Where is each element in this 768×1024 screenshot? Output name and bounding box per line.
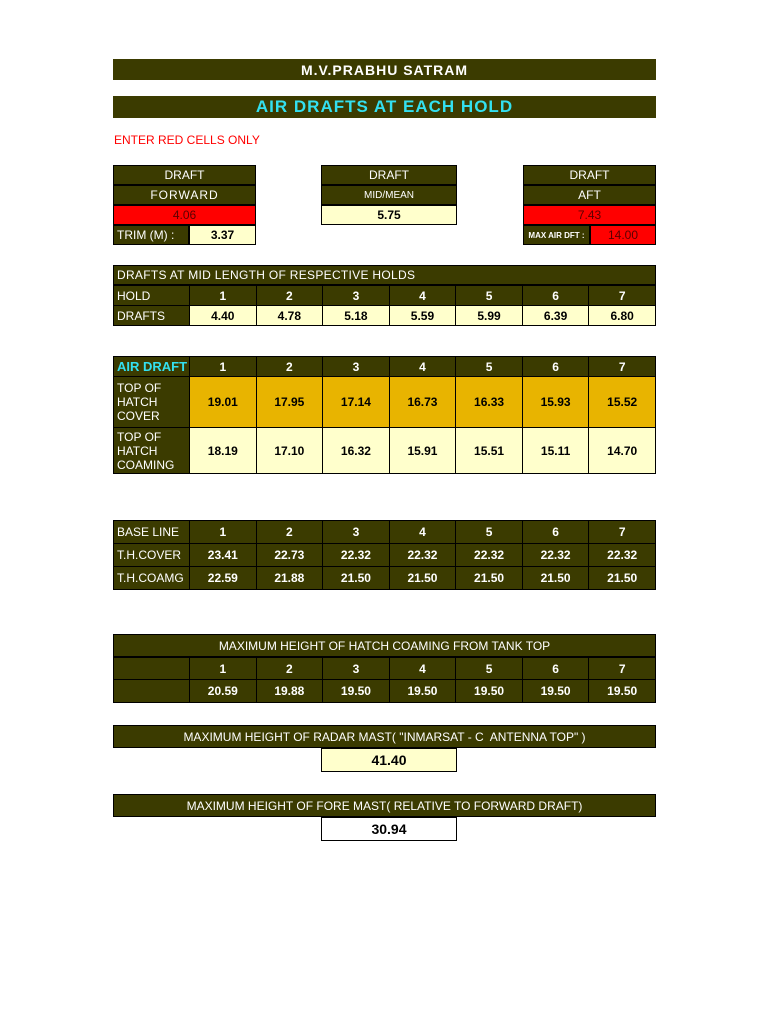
air-draft-coaming-value: 15.11: [522, 428, 589, 474]
mid-label-mean: MID/MEAN: [321, 185, 457, 205]
hold-number: 3: [323, 658, 390, 680]
trim-label: TRIM (M) :: [113, 225, 189, 245]
coaming-height-value: 19.50: [522, 680, 589, 703]
hold-number: 2: [256, 286, 323, 306]
coaming-height-value: 19.88: [256, 680, 323, 703]
hold-row: [114, 286, 656, 306]
radar-mast-value: 41.40: [321, 748, 457, 772]
coaming-height-value: 19.50: [589, 680, 656, 703]
hold-number: 3: [323, 286, 390, 306]
coaming-height-title: MAXIMUM HEIGHT OF HATCH COAMING FROM TANK TOP: [113, 634, 656, 657]
hold-number: 2: [256, 521, 323, 544]
hold-number: 6: [522, 357, 589, 377]
hold-number: 2: [256, 357, 323, 377]
max-air-draft-input[interactable]: 14.00: [590, 225, 656, 245]
air-draft-coaming-value: 15.91: [389, 428, 456, 474]
draft-value: 5.99: [456, 306, 523, 326]
draft-value: 4.40: [190, 306, 257, 326]
forward-label-draft: DRAFT: [113, 165, 256, 185]
forward-label-forward: FORWARD: [113, 185, 256, 205]
ship-name-bar: [113, 59, 656, 80]
base-cover-value: 22.32: [323, 544, 390, 567]
draft-value: 6.80: [589, 306, 656, 326]
base-coaming-value: 21.50: [323, 567, 390, 590]
air-draft-cover-value: 16.33: [456, 377, 523, 428]
air-draft-cover-value: 16.73: [389, 377, 456, 428]
hold-number: 7: [589, 357, 656, 377]
base-cover-value: 22.32: [522, 544, 589, 567]
base-coaming-row: [114, 567, 656, 590]
hold-number: 6: [522, 286, 589, 306]
air-draft-coaming-value: 15.51: [456, 428, 523, 474]
hold-number: 7: [589, 658, 656, 680]
draft-value: 4.78: [256, 306, 323, 326]
hold-number: 4: [389, 521, 456, 544]
hold-number: 5: [456, 357, 523, 377]
hold-number: 3: [323, 357, 390, 377]
page-title: AIR DRAFTS AT EACH HOLD: [255, 97, 514, 116]
trim-value: 3.37: [189, 225, 256, 245]
base-coaming-value: 21.50: [456, 567, 523, 590]
hold-label: HOLD: [114, 286, 190, 306]
base-cover-value: 22.32: [456, 544, 523, 567]
base-coaming-label: T.H.COAMG: [114, 567, 190, 590]
air-draft-cover-value: 15.93: [522, 377, 589, 428]
air-draft-cover-value: 17.95: [256, 377, 323, 428]
hatch-coaming-row: [114, 428, 656, 474]
air-draft-cover-value: 19.01: [190, 377, 257, 428]
air-draft-coaming-value: 18.19: [190, 428, 257, 474]
base-line-header-row: [114, 521, 656, 544]
radar-mast-title: MAXIMUM HEIGHT OF RADAR MAST( "INMARSAT - C ANTENNA TOP" ): [113, 725, 656, 748]
hold-number: 5: [456, 286, 523, 306]
base-cover-value: 23.41: [190, 544, 257, 567]
base-cover-row: [114, 544, 656, 567]
base-coaming-value: 21.88: [256, 567, 323, 590]
air-draft-cover-value: 17.14: [323, 377, 390, 428]
base-line-header: BASE LINE: [114, 521, 190, 544]
air-draft-coaming-value: 14.70: [589, 428, 656, 474]
title-bar: [113, 96, 656, 118]
fore-mast-title: MAXIMUM HEIGHT OF FORE MAST( RELATIVE TO FORWARD DRAFT): [113, 794, 656, 817]
base-line-table: [113, 520, 656, 590]
coaming-height-value-row: [114, 680, 656, 703]
hold-number: 3: [323, 521, 390, 544]
base-cover-label: T.H.COVER: [114, 544, 190, 567]
hold-number: 4: [389, 658, 456, 680]
base-cover-value: 22.32: [389, 544, 456, 567]
hold-number: 4: [389, 286, 456, 306]
hold-number: 5: [456, 658, 523, 680]
hold-number: 1: [190, 286, 257, 306]
air-draft-coaming-value: 16.32: [323, 428, 390, 474]
hatch-coaming-label: TOP OF HATCH COAMING: [114, 428, 190, 474]
draft-value: 5.59: [389, 306, 456, 326]
base-coaming-value: 21.50: [522, 567, 589, 590]
base-coaming-value: 21.50: [389, 567, 456, 590]
hold-number: 6: [522, 658, 589, 680]
hold-number: 1: [190, 658, 257, 680]
max-air-draft-label: MAX AIR DFT :: [523, 225, 590, 245]
ship-name: M.V.PRABHU SATRAM: [300, 61, 469, 78]
base-coaming-value: 22.59: [190, 567, 257, 590]
mid-label-draft: DRAFT: [321, 165, 457, 185]
fore-mast-value: 30.94: [321, 817, 457, 841]
air-draft-header-row: [114, 357, 656, 377]
holds-section-title: DRAFTS AT MID LENGTH OF RESPECTIVE HOLDS: [113, 265, 656, 285]
hold-number: 6: [522, 521, 589, 544]
mid-draft-value: 5.75: [321, 205, 457, 225]
hatch-cover-row: [114, 377, 656, 428]
drafts-row: [114, 306, 656, 326]
air-draft-header: AIR DRAFT: [114, 357, 190, 377]
air-draft-cover-value: 15.52: [589, 377, 656, 428]
base-cover-value: 22.73: [256, 544, 323, 567]
hold-number: 1: [190, 357, 257, 377]
hold-number: 7: [589, 521, 656, 544]
hold-number: 4: [389, 357, 456, 377]
aft-draft-input[interactable]: 7.43: [523, 205, 656, 225]
base-coaming-value: 21.50: [589, 567, 656, 590]
hold-number: 5: [456, 521, 523, 544]
aft-label-draft: DRAFT: [523, 165, 656, 185]
hold-number: 1: [190, 521, 257, 544]
draft-value: 6.39: [522, 306, 589, 326]
instruction-text: ENTER RED CELLS ONLY: [114, 133, 260, 147]
air-draft-table: [113, 356, 656, 474]
hold-number: 7: [589, 286, 656, 306]
hold-drafts-table: [113, 285, 656, 326]
aft-label-aft: AFT: [523, 185, 656, 205]
forward-draft-input[interactable]: 4.06: [113, 205, 256, 225]
coaming-height-table: [113, 657, 656, 703]
coaming-height-value: 19.50: [323, 680, 390, 703]
drafts-label: DRAFTS: [114, 306, 190, 326]
air-draft-coaming-value: 17.10: [256, 428, 323, 474]
hold-number: 2: [256, 658, 323, 680]
base-cover-value: 22.32: [589, 544, 656, 567]
coaming-height-value: 19.50: [456, 680, 523, 703]
hatch-cover-label: TOP OF HATCH COVER: [114, 377, 190, 428]
coaming-height-hold-row: [114, 658, 656, 680]
coaming-height-value: 20.59: [190, 680, 257, 703]
draft-value: 5.18: [323, 306, 390, 326]
coaming-height-value: 19.50: [389, 680, 456, 703]
